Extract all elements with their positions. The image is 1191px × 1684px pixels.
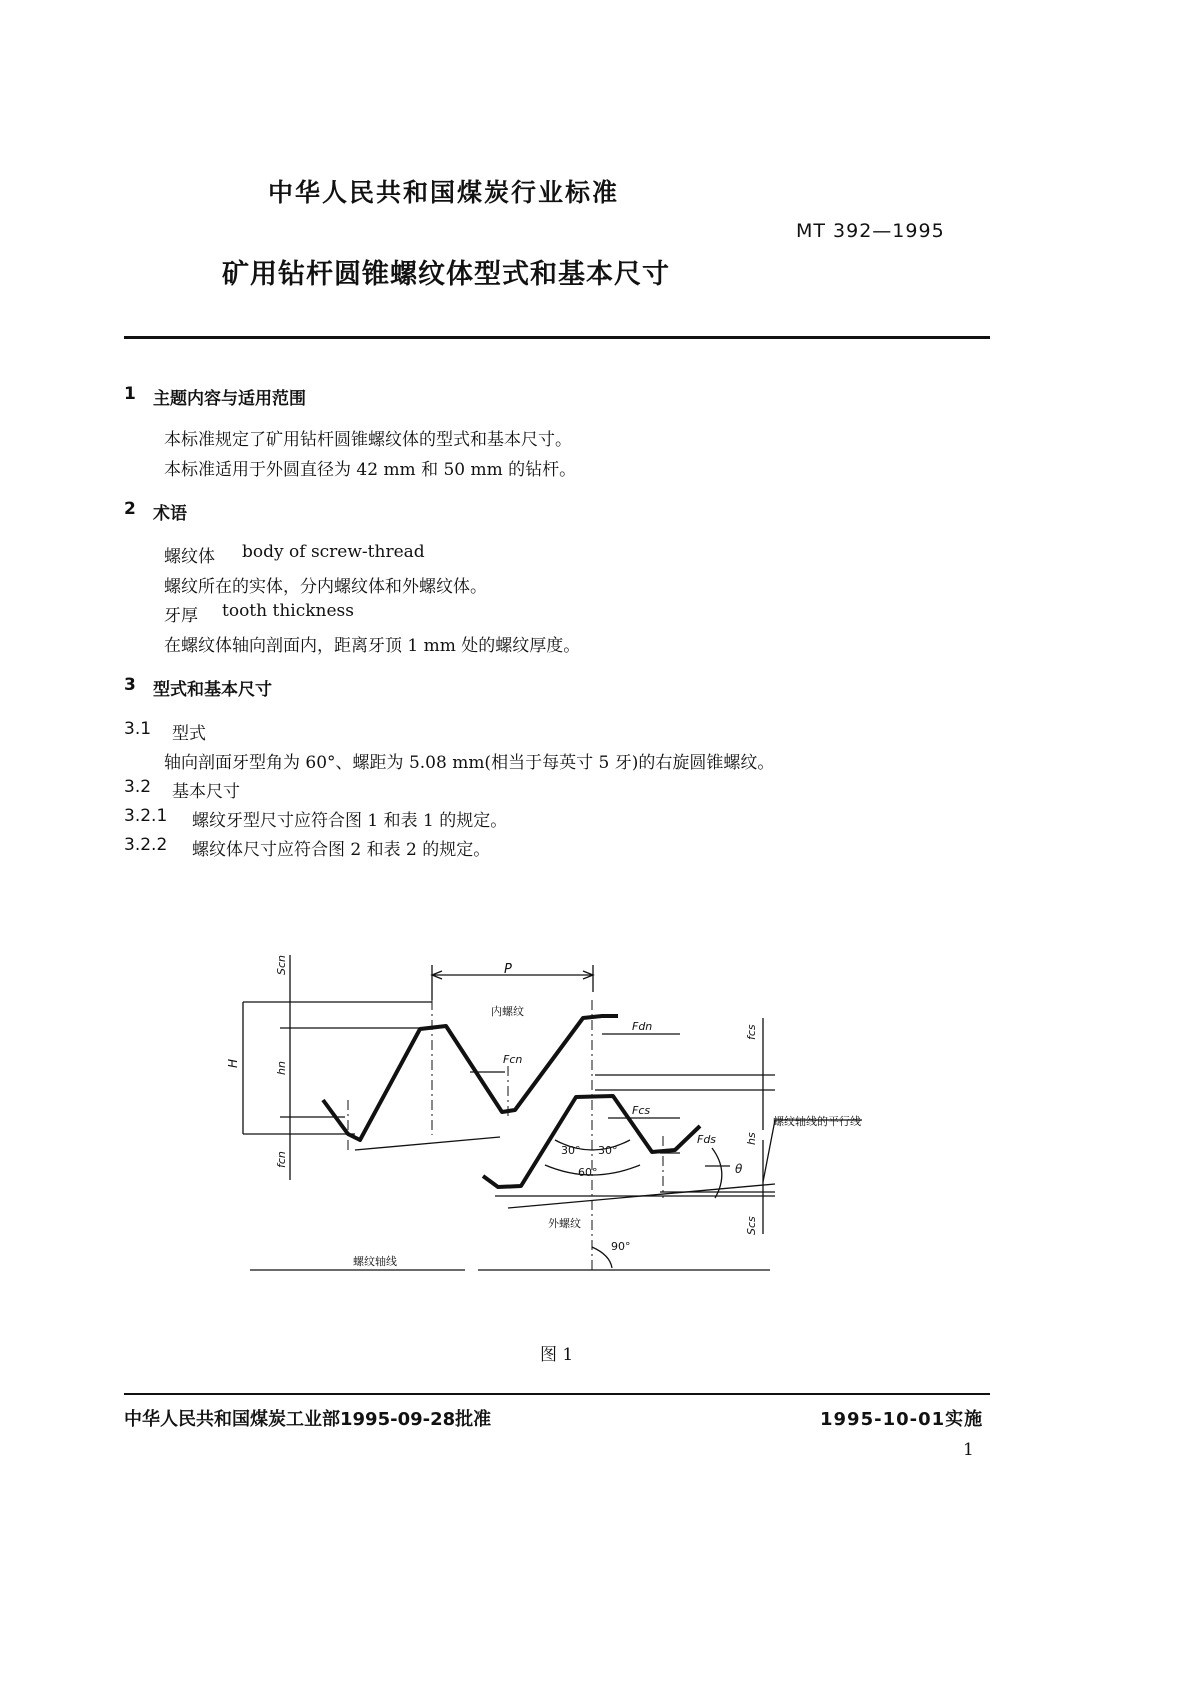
approval-line: 中华人民共和国煤炭工业部1995-09-28批准 [124,1409,492,1430]
label-scs: Scs [745,1216,758,1235]
section-3-title: 型式和基本尺寸 [153,680,272,700]
section-2-number: 2 [124,499,136,519]
document-title: 矿用钻杆圆锥螺纹体型式和基本尺寸 [222,259,670,290]
label-p: P [504,962,512,977]
section-2-title: 术语 [153,504,187,524]
section-3-2-1-text: 螺纹牙型尺寸应符合图 1 和表 1 的规定。 [192,811,508,831]
label-fcn: fcn [275,1151,288,1168]
section-3-1-text: 轴向剖面牙型角为 60°、螺距为 5.08 mm(相当于每英寸 5 牙)的右旋圆锥螺纹。 [164,753,775,773]
term-2-en: tooth thickness [222,601,354,621]
term-1-cn: 螺纹体 [164,547,215,567]
section-1-para-1: 本标准规定了矿用钻杆圆锥螺纹体的型式和基本尺寸。 [164,430,572,450]
footer-rule [124,1393,990,1395]
figure-center-lines [348,1000,663,1270]
label-h: H [226,1058,240,1068]
label-scn: Scn [275,954,288,975]
section-3-1-number: 3.1 [124,719,152,739]
section-3-2-1-number: 3.2.1 [124,806,168,826]
section-1-para-2: 本标准适用于外圆直径为 42 mm 和 50 mm 的钻杆。 [164,460,577,480]
label-hn: hn [275,1061,288,1075]
section-3-number: 3 [124,675,136,695]
label-angle-90: 90° [611,1240,631,1253]
label-fdn: Fdn [632,1020,653,1033]
label-fds: Fds [697,1133,717,1146]
section-3-1-title: 型式 [172,724,206,744]
page-number: 1 [963,1440,974,1460]
figure-thread-profiles [323,1016,700,1187]
label-angle-30-right: 30° [598,1144,618,1157]
term-1-en: body of screw-thread [242,542,425,562]
section-3-2-title: 基本尺寸 [172,782,240,802]
section-1-number: 1 [124,384,136,404]
standard-code: MT 392—1995 [796,220,945,242]
label-fcs-tooth: Fcs [632,1104,651,1117]
term-2-definition: 在螺纹体轴向剖面内，距离牙顶 1 mm 处的螺纹厚度。 [164,636,581,656]
label-inner-thread: 内螺纹 [491,1005,524,1018]
label-axis-parallel: 螺纹轴线的平行线 [773,1115,861,1128]
term-1-definition: 螺纹所在的实体，分内螺纹体和外螺纹体。 [164,577,487,597]
term-2-cn: 牙厚 [164,606,198,626]
label-outer-thread: 外螺纹 [548,1217,581,1230]
label-hs: hs [745,1132,758,1145]
effective-date: 1995-10-01实施 [820,1409,984,1430]
label-fcn-tooth: Fcn [503,1053,523,1066]
label-angle-60: 60° [578,1166,598,1179]
section-3-2-number: 3.2 [124,777,152,797]
section-3-2-2-text: 螺纹体尺寸应符合图 2 和表 2 的规定。 [192,840,491,860]
label-thread-axis: 螺纹轴线 [353,1255,397,1268]
label-fcs: fcs [745,1024,758,1040]
section-3-2-2-number: 3.2.2 [124,835,168,855]
org-title: 中华人民共和国煤炭行业标准 [268,178,620,207]
figure-1-caption: 图 1 [540,1345,574,1365]
label-angle-30-left: 30° [561,1144,581,1157]
section-1-title: 主题内容与适用范围 [153,389,306,409]
label-theta: θ [735,1162,743,1176]
